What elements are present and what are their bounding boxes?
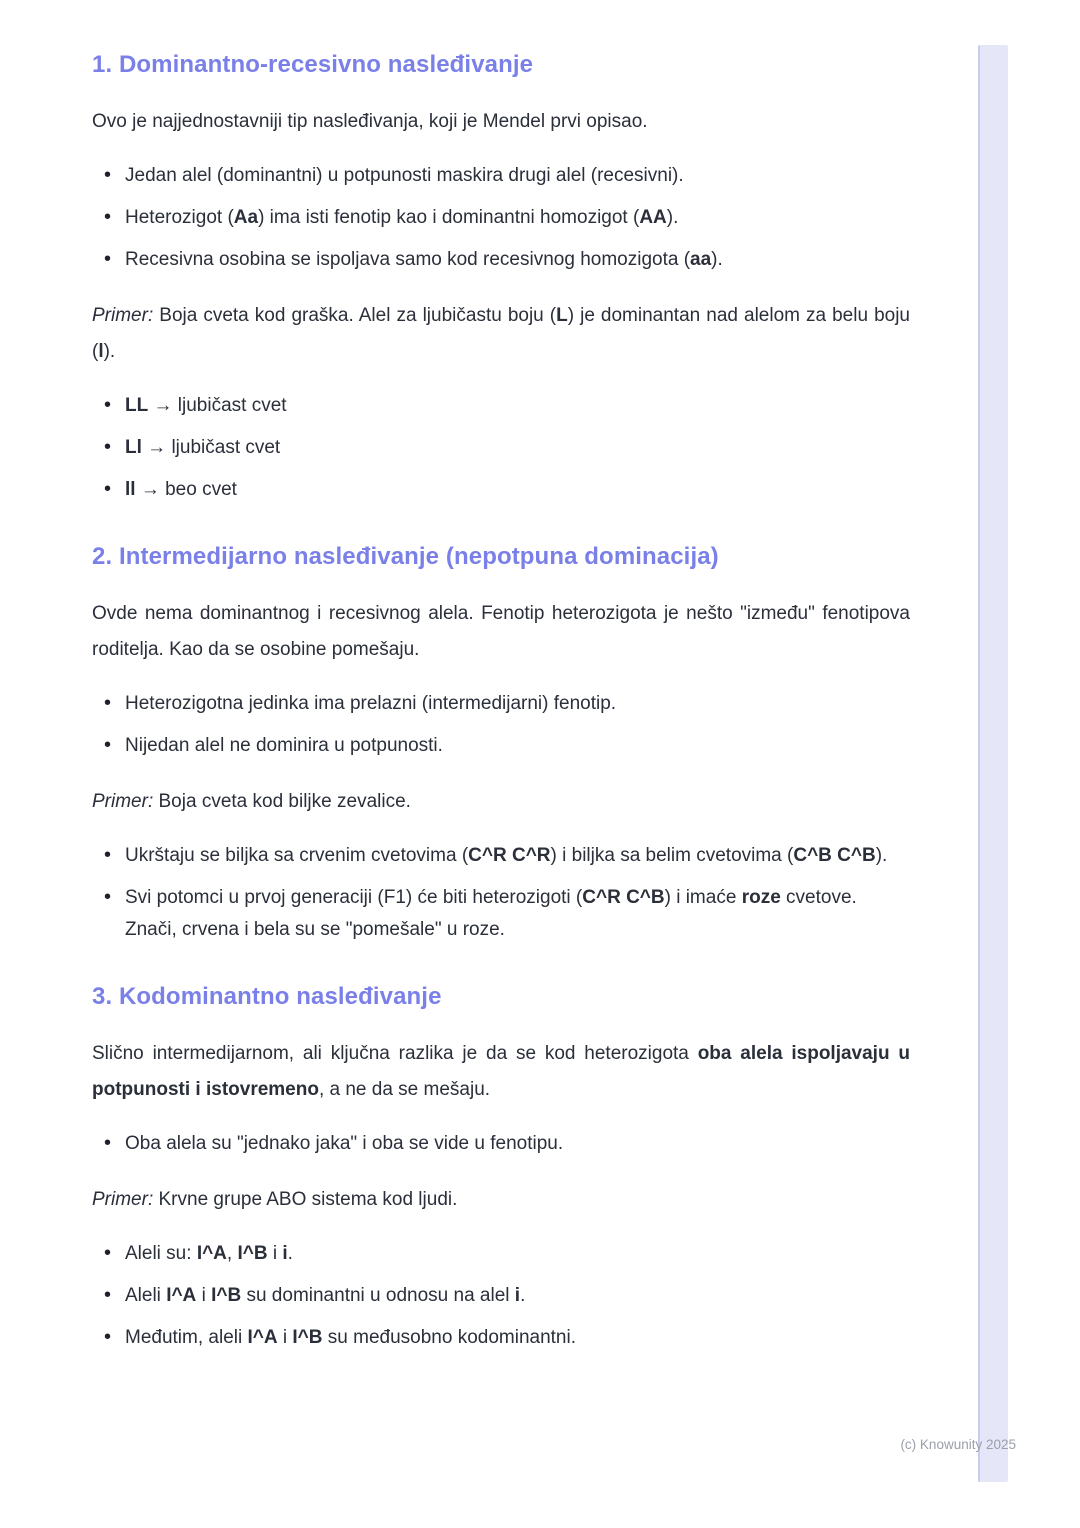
text-segment: .	[287, 1243, 293, 1264]
section-heading: 3. Kodominantno nasleđivanje	[92, 983, 442, 1010]
text-segment: Heterozigot (	[125, 207, 234, 228]
text-segment: Primer:	[92, 1189, 154, 1210]
text-segment: aa	[690, 249, 712, 270]
text-segment: → ljubičast cvet	[141, 437, 281, 458]
list-item	[125, 1238, 910, 1270]
bullet-list	[92, 160, 910, 276]
text-segment: Ovo je najjednostavniji tip nasleđivanja, koji je Mendel prvi opisao.	[92, 111, 648, 132]
text-segment: C^B C^B	[793, 845, 876, 866]
list-item	[125, 474, 910, 506]
text-segment: ) je dominantan nad alelom za belu boju (	[92, 305, 910, 362]
section	[92, 542, 910, 946]
text-segment: Boja cveta kod graška. Alel za ljubičastu boju (	[153, 305, 557, 326]
text-segment: Aleli su:	[125, 1243, 197, 1264]
text-segment: Aa	[233, 207, 259, 228]
text-segment: Primer:	[92, 305, 154, 326]
list-item	[125, 160, 910, 192]
text-segment: l	[98, 341, 104, 362]
watermark-text: (c) Knowunity 2025	[900, 1437, 1016, 1452]
text-segment: LL	[125, 395, 149, 416]
text-segment: Krvne grupe ABO sistema kod ljudi.	[153, 1189, 458, 1210]
bullet-list	[92, 1128, 910, 1160]
text-segment: ).	[875, 845, 888, 866]
text-segment: i	[277, 1327, 293, 1348]
text-segment: .	[520, 1285, 526, 1306]
text-segment: ,	[226, 1243, 238, 1264]
list-item	[125, 1322, 910, 1354]
list-item	[125, 1128, 910, 1160]
text-segment: L	[556, 305, 568, 326]
bullet-list	[92, 688, 910, 762]
list-item	[125, 432, 910, 464]
text-segment: Slično intermedijarnom, ali ključna razlika je da se kod heterozigota	[92, 1043, 698, 1064]
paragraph	[92, 596, 910, 668]
list-item	[125, 730, 910, 762]
paragraph	[92, 1036, 910, 1108]
section-heading: 2. Intermedijarno nasleđivanje (nepotpuna dominacija)	[92, 543, 719, 570]
text-segment: Aleli	[125, 1285, 167, 1306]
text-segment: C^R C^R	[468, 845, 551, 866]
bullet-list	[92, 1238, 910, 1354]
text-segment: Ovde nema dominantnog i recesivnog alela. Fenotip heterozigota je nešto "između" fenotipova roditelja. Kao da se osobine pomešaju.	[92, 603, 910, 660]
text-segment: I^B	[237, 1243, 268, 1264]
text-segment: Svi potomci u prvoj generaciji (F1) će biti heterozigoti (	[125, 887, 583, 908]
text-segment: ).	[711, 249, 723, 270]
text-segment: I^A	[196, 1243, 227, 1264]
text-segment: Ll	[125, 437, 142, 458]
text-segment: i	[196, 1285, 212, 1306]
text-segment: Jedan alel (dominantni) u potpunosti maskira drugi alel (recesivni).	[125, 165, 684, 186]
text-segment: roze	[741, 887, 781, 908]
text-segment: AA	[639, 207, 667, 228]
list-item	[125, 1280, 910, 1312]
text-segment: Međutim, aleli	[125, 1327, 248, 1348]
text-segment: ) i imaće	[664, 887, 742, 908]
text-segment: ).	[103, 341, 116, 362]
text-segment: I^A	[247, 1327, 278, 1348]
text-segment: Oba alela su "jednako jaka" i oba se vide u fenotipu.	[125, 1133, 564, 1154]
text-segment: C^R C^B	[582, 887, 665, 908]
document-content	[92, 50, 910, 1376]
paragraph	[92, 104, 910, 140]
list-item	[125, 688, 910, 720]
text-segment: su dominantni u odnosu na alel	[241, 1285, 515, 1306]
list-item	[125, 390, 910, 422]
text-segment: Ukrštaju se biljka sa crvenim cvetovima (	[125, 845, 469, 866]
bullet-list	[92, 390, 910, 506]
list-item	[125, 840, 910, 872]
text-segment: Nijedan alel ne dominira u potpunosti.	[125, 735, 443, 756]
list-item	[125, 882, 910, 946]
text-segment: → beo cvet	[135, 479, 237, 500]
paragraph	[92, 1182, 910, 1218]
text-segment: ) i biljka sa belim cvetovima (	[550, 845, 794, 866]
text-segment: I^B	[211, 1285, 242, 1306]
section	[92, 50, 910, 506]
text-segment: i	[514, 1285, 521, 1306]
text-segment: i	[282, 1243, 288, 1264]
list-item	[125, 244, 910, 276]
paragraph	[92, 784, 910, 820]
text-segment: ll	[125, 479, 136, 500]
text-segment: I^A	[166, 1285, 197, 1306]
scrollbar-track[interactable]	[978, 45, 1008, 1482]
text-segment: oba alela ispoljavaju u potpunosti i istovremeno	[92, 1043, 910, 1100]
bullet-list	[92, 840, 910, 946]
list-item	[125, 202, 910, 234]
text-segment: cvetove. Znači, crvena i bela su se "pomešale" u roze.	[125, 887, 857, 940]
text-segment: Heterozigotna jedinka ima prelazni (intermedijarni) fenotip.	[125, 693, 617, 714]
section-heading: 1. Dominantno-recesivno nasleđivanje	[92, 51, 534, 78]
paragraph	[92, 298, 910, 370]
text-segment: ) ima isti fenotip kao i dominantni homozigot (	[258, 207, 640, 228]
text-segment: Primer:	[92, 791, 154, 812]
text-segment: , a ne da se mešaju.	[318, 1079, 491, 1100]
text-segment: Boja cveta kod biljke zevalice.	[153, 791, 411, 812]
text-segment: i	[267, 1243, 283, 1264]
text-segment: ).	[666, 207, 679, 228]
text-segment: su međusobno kodominantni.	[322, 1327, 576, 1348]
text-segment: I^B	[292, 1327, 323, 1348]
text-segment: Recesivna osobina se ispoljava samo kod recesivnog homozigota (	[125, 249, 691, 270]
text-segment: → ljubičast cvet	[148, 395, 287, 416]
section	[92, 982, 910, 1354]
